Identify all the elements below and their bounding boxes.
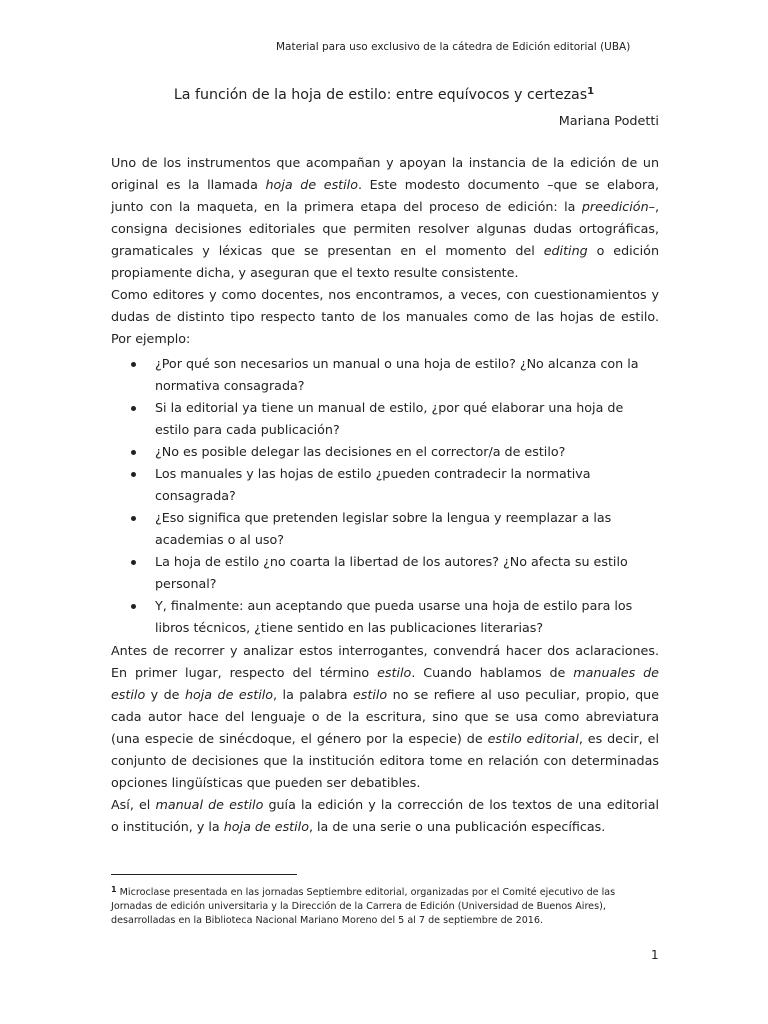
list-item: La hoja de estilo ¿no coarta la libertad de los autores? ¿No afecta su estilo personal?: [111, 551, 659, 595]
title-text: La función de la hoja de estilo: entre equívocos y certezas: [173, 87, 588, 103]
footnote-line: $^1$ Microclase presentada en las jornadas Septiembre editorial, organizadas por el Comité ejecutivo de las: [111, 885, 616, 898]
text-line: estilo y de hoja de estilo, la palabra estilo no se refiere al uso peculiar, propio, que: [111, 687, 660, 702]
footnote-line: Jornadas de edición universitaria y la Dirección de la Carrera de Edición (Universidad de Buenos Aires),: [111, 901, 606, 912]
text-line: Por ejemplo:: [111, 331, 191, 346]
bullet-icon: [131, 362, 136, 367]
term-preedicion: preedición: [581, 199, 649, 214]
footnote-line: desarrolladas en la Biblioteca Nacional Mariano Moreno del 5 al 7 de septiembre de 2016.: [111, 915, 544, 926]
term-hoja-de-estilo: hoja de estilo: [265, 177, 358, 192]
bullet-icon: [131, 604, 136, 609]
text-line: Uno de los instrumentos que acompañan y apoyan la instancia de la edición de un: [111, 155, 659, 170]
bullet-icon: [131, 560, 136, 565]
text-line: (una especie de sinécdoque, el género por la especie) de estilo editorial, es decir, el: [111, 731, 659, 746]
document-title: [0, 86, 768, 103]
list-item: ¿Por qué son necesarios un manual o una hoja de estilo? ¿No alcanza con la normativa consagrada?: [111, 353, 659, 397]
text-line: cada autor hace del lenguaje o de la escritura, sino que se usa como abreviatura: [111, 709, 659, 724]
list-item: ¿Eso significa que pretenden legislar sobre la lengua y reemplazar a las academias o al uso?: [111, 507, 659, 551]
footnote-mark: 1: [111, 885, 117, 894]
title-footnote-mark: 1: [587, 86, 595, 97]
footnote: [111, 883, 659, 928]
bullet-icon: [131, 450, 136, 455]
text-line: conjunto de decisiones que la institución editora tome en relación con determinadas: [111, 753, 659, 768]
bullet-icon: [131, 406, 136, 411]
questions-list: [111, 353, 659, 639]
intro-paragraphs: [111, 152, 659, 350]
text-line: gramaticales y léxicas que se presentan en el momento del editing o edición: [111, 243, 659, 258]
term-editing: editing: [543, 243, 588, 258]
list-item: ¿No es posible delegar las decisiones en el corrector/a de estilo?: [111, 441, 659, 463]
header-note: Material para uso exclusivo de la cátedra de Edición editorial (UBA): [276, 41, 631, 53]
list-item: Y, finalmente: aun aceptando que pueda usarse una hoja de estilo para los libros técnicos, ¿tiene sentido en las publicaciones literarias?: [111, 595, 659, 639]
bullet-icon: [131, 516, 136, 521]
text-line: Antes de recorrer y analizar estos interrogantes, convendrá hacer dos aclaraciones.: [111, 643, 659, 658]
text-line: opciones lingüísticas que pueden ser debatibles.: [111, 775, 421, 790]
body-paragraphs: [111, 640, 659, 838]
text-line: dudas de distinto tipo respecto tanto de los manuales como de las hojas de estilo.: [111, 309, 659, 324]
author-name: Mariana Podetti: [558, 114, 659, 129]
footnote-separator: [111, 874, 297, 875]
text-line: Así, el manual de estilo guía la edición y la corrección de los textos de una editorial: [111, 797, 659, 812]
text-line: original es la llamada hoja de estilo. Este modesto documento –que se elabora,: [111, 177, 660, 192]
text-line: consigna decisiones editoriales que permiten resolver algunas dudas ortográficas,: [111, 221, 659, 236]
list-item: Los manuales y las hojas de estilo ¿pueden contradecir la normativa consagrada?: [111, 463, 659, 507]
bullet-icon: [131, 472, 136, 477]
list-item: Si la editorial ya tiene un manual de estilo, ¿por qué elaborar una hoja de estilo para cada publicación?: [111, 397, 659, 441]
text-line: En primer lugar, respecto del término estilo. Cuando hablamos de manuales de: [111, 665, 659, 680]
text-line: Como editores y como docentes, nos encontramos, a veces, con cuestionamientos y: [111, 287, 659, 302]
text-line: o institución, y la hoja de estilo, la de una serie o una publicación específicas.: [111, 819, 606, 834]
text-line: junto con la maqueta, en la primera etapa del proceso de edición: la preedición–,: [111, 199, 659, 214]
page-number: 1: [651, 948, 659, 962]
text-line: propiamente dicha, y aseguran que el texto resulte consistente.: [111, 265, 519, 280]
